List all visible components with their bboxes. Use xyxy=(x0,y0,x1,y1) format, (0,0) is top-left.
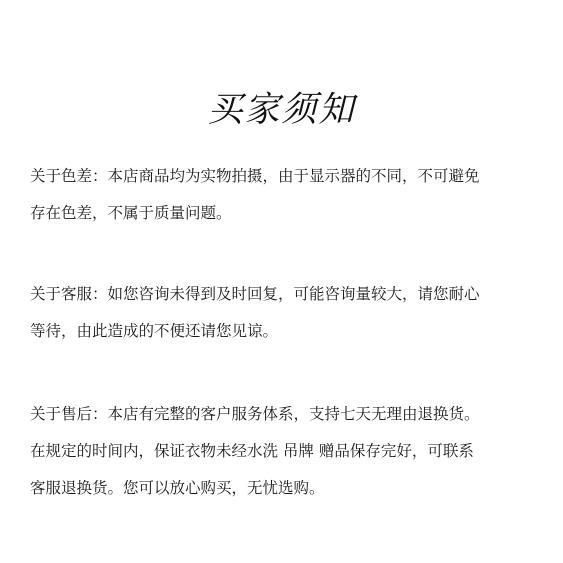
notice-line: 关于售后：本店有完整的客户服务体系，支持七天无理由退换货。 xyxy=(30,405,480,423)
page-title: 买家须知 xyxy=(207,90,356,130)
notice-line: 客服退换货。您可以放心购买，无忧选购。 xyxy=(30,479,325,497)
notice-after-sales xyxy=(30,396,535,507)
notice-color-difference xyxy=(30,158,535,232)
notice-line: 关于色差：本店商品均为实物拍摄，由于显示器的不同，不可避免 xyxy=(30,167,480,185)
notice-line: 等待，由此造成的不便还请您见谅。 xyxy=(30,322,279,340)
notice-line: 存在色差，不属于质量问题。 xyxy=(30,204,232,222)
notice-line: 关于客服：如您咨询未得到及时回复，可能咨询量较大，请您耐心 xyxy=(30,285,480,303)
notice-customer-service xyxy=(30,276,535,350)
notice-line: 在规定的时间内，保证衣物未经水洗 吊牌 赠品保存完好，可联系 xyxy=(30,442,474,460)
